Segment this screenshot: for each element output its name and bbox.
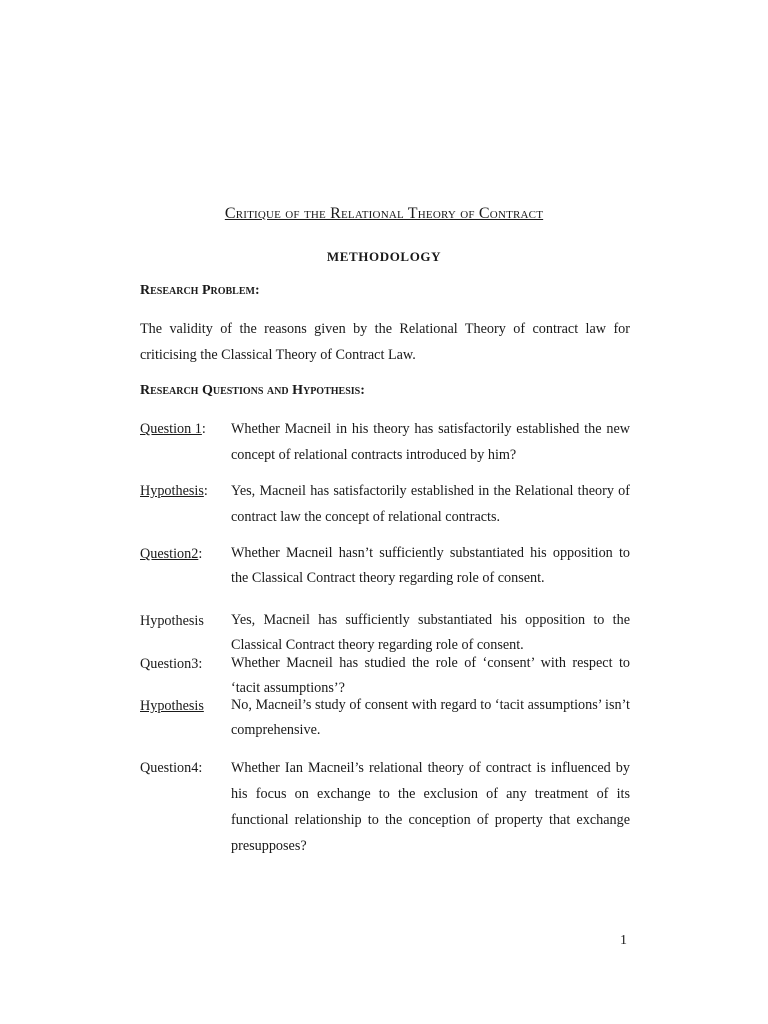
question-4-text: Whether Ian Macneil’s relational theory of contract is influenced by his focus on exchange to the exclusion of any treatment of its functional relationship to the conception of property that exchange presupposes? — [231, 760, 630, 854]
hypothesis-3 — [140, 693, 630, 753]
hypothesis-2-text: Yes, Macneil has sufficiently substantiated his opposition to the Classical Contract theory regarding role of consent. — [231, 612, 630, 653]
question-3-label: Question3: — [140, 656, 203, 672]
research-problem-text: The validity of the reasons given by the Relational Theory of contract law for criticising the Classical Theory of Contract Law. — [140, 321, 630, 363]
research-questions-heading: Research Questions and Hypothesis: — [140, 383, 365, 398]
question-1 — [140, 416, 630, 476]
question-1-label: Question 1: — [140, 421, 206, 437]
question-4 — [140, 755, 630, 865]
question-2 — [140, 541, 630, 601]
question-1-text: Whether Macneil in his theory has satisfactorily established the new concept of relational contracts introduced by him? — [231, 421, 630, 463]
hypothesis-1 — [140, 478, 630, 538]
hypothesis-3-text: No, Macneil’s study of consent with regard to ‘tacit assumptions’ isn’t comprehensive. — [231, 697, 630, 738]
hypothesis-1-label: Hypothesis: — [140, 483, 208, 499]
question-4-label: Question4: — [140, 760, 203, 776]
research-problem-heading: Research Problem: — [140, 283, 260, 298]
page-number: 1 — [620, 933, 627, 948]
question-3-text: Whether Macneil has studied the role of ‘consent’ with respect to ‘tacit assumptions’? — [231, 655, 630, 696]
hypothesis-1-text: Yes, Macneil has satisfactorily established in the Relational theory of contract law the concept of relational contracts. — [231, 483, 630, 525]
section-title-methodology: METHODOLOGY — [326, 249, 442, 264]
document-title: Critique of the Relational Theory of Contract — [224, 205, 544, 222]
question-2-text: Whether Macneil hasn’t sufficiently substantiated his opposition to the Classical Contract theory regarding role of consent. — [231, 545, 630, 586]
hypothesis-3-label: Hypothesis — [140, 698, 204, 714]
question-2-label: Question2: — [140, 546, 203, 562]
hypothesis-2-label: Hypothesis — [140, 613, 204, 629]
